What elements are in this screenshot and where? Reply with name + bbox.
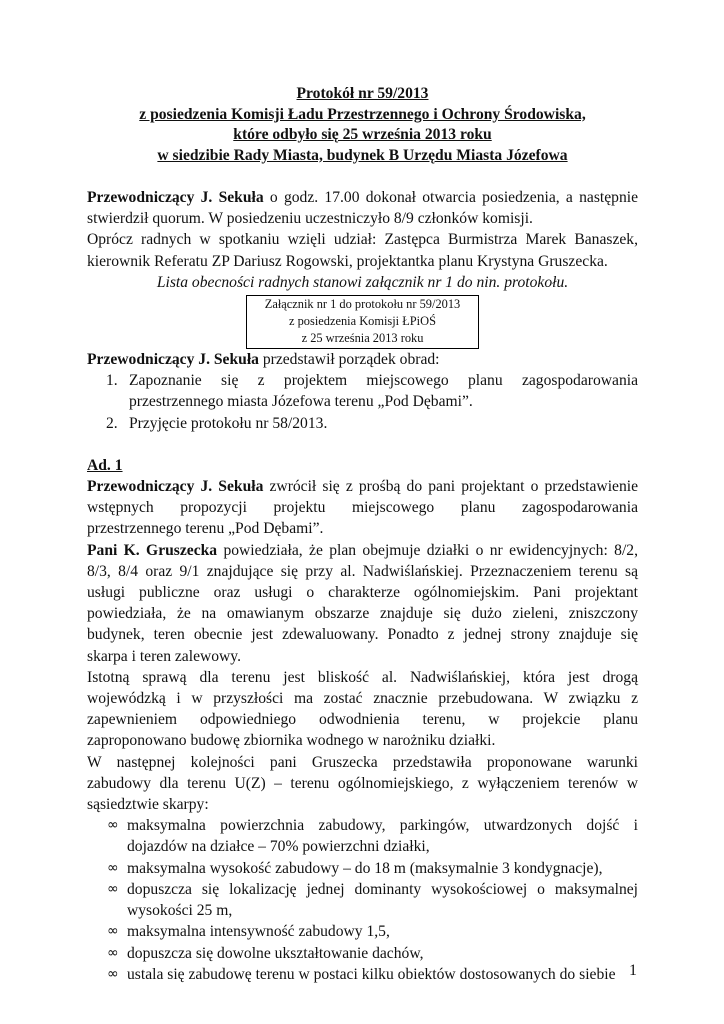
opening-paragraph: Przewodniczący J. Sekuła o godz. 17.00 dokonał otwarcia posiedzenia, a następnie stwierdził quorum. W posiedzeniu uczestniczyło 8/9 członków komisji. Oprócz radnych w spotkaniu wzięli udział: Zastępca Burmistrza Marek Banaszek, kierownik Referatu ZP Dariusz Rogowski, projektantka planu Krystyna Gruszecka. Lista obecności radnych stanowi załącznik nr 1 do nin. protokołu. (87, 187, 638, 293)
attendance-note: Lista obecności radnych stanowi załącznik nr 1 do nin. protokołu. (156, 273, 569, 291)
header-date: które odbyło się 25 września 2013 roku (233, 126, 492, 143)
infinity-bullet-icon: ∞ (107, 944, 119, 961)
list-item: ∞ dopuszcza się lokalizację jednej dominanty wysokościowej o maksymalnej wysokości 25 m, (107, 880, 638, 920)
agenda-section: Przewodniczący J. Sekuła przedstawił porządek obrad: 1. Zapoznanie się z projektem miejscowego planu zagospodarowania przestrzennego miasta Józefowa terenu „Pod Dębami”. 2. Przyjęcie protokołu nr 58/2013. (87, 349, 638, 434)
header-committee: z posiedzenia Komisji Ładu Przestrzennego i Ochrony Środowiska, (139, 105, 586, 123)
conditions-list (87, 815, 638, 985)
header-title: Protokół nr 59/2013 (296, 85, 429, 102)
infinity-bullet-icon: ∞ (107, 817, 119, 834)
speaker-name: Przewodniczący J. Sekuła (87, 478, 264, 496)
list-item: ∞ maksymalna powierzchnia zabudowy, parkingów, utwardzonych dojść i dojazdów na działce – 70% powierzchni działki, (107, 817, 638, 856)
attachment-box: Załącznik nr 1 do protokołu nr 59/2013 z posiedzenia Komisji ŁPiOŚ z 25 września 2013 roku (246, 295, 479, 349)
infinity-bullet-icon: ∞ (107, 859, 119, 876)
document-page (87, 84, 638, 985)
speaker-name: Przewodniczący J. Sekuła (87, 351, 259, 369)
page-number: 1 (629, 962, 637, 979)
list-item: 1. Zapoznanie się z projektem miejscowego planu zagospodarowania przestrzennego miasta Józefowa terenu „Pod Dębami”. (106, 372, 638, 411)
agenda-list (87, 370, 638, 434)
document-header (87, 84, 638, 166)
list-item: ∞ maksymalna intensywność zabudowy 1,5, (87, 921, 638, 942)
infinity-bullet-icon: ∞ (107, 880, 119, 897)
list-item: 2. Przyjęcie protokołu nr 58/2013. (106, 414, 328, 432)
section-heading: Ad. 1 (87, 456, 123, 474)
header-location: w siedzibie Rady Miasta, budynek B Urzędu Miasta Józefowa (157, 146, 568, 164)
list-item: ∞ ustala się zabudowę terenu w postaci kilku obiektów dostosowanych do siebie (87, 964, 638, 985)
infinity-bullet-icon: ∞ (107, 923, 119, 940)
speaker-name: Przewodniczący J. Sekuła (87, 189, 264, 206)
list-item: ∞ dopuszcza się dowolne ukształtowanie dachów, (87, 943, 638, 964)
ad1-section: Ad. 1 Przewodniczący J. Sekuła zwrócił się z prośbą do pani projektant o przedstawienie wstępnych propozycji projektu miejscowego planu zagospodarowania przestrzennego terenu „Pod Dębami”. Pani K. Gruszecka powiedziała, że plan obejmuje działki o nr ewidencyjnych: 8/2, 8/3, 8/4 oraz 9/1 znajdujące się przy al. Nadwiślańskiej. Przeznaczeniem terenu są usługi publiczne oraz usługi o charakterze ogólnomiejskim. Pani projektant powiedziała, że na omawianym obszarze znajduje się dużo zieleni, zniszczony budynek, teren obecnie jest zdewaluowany. Ponadto z jednej strony znajduje się skarpa i teren zalewowy. Istotną sprawą dla terenu jest bliskość al. Nadwiślańskiej, która jest drogą wojewódzką i w przyszłości ma zostać znacznie przebudowana. W związku z zapewnieniem odpowiedniego odwodnienia terenu, w projekcie planu zaproponowano budowę zbiornika wodnego w narożniku działki. W następnej kolejności pani Gruszecka przedstawiła proponowane warunki zabudowy dla terenu U(Z) – terenu ogólnomiejskiego, z wyłączeniem terenów w sąsiedztwie skarpy: ∞ maksymalna powierzchnia zabudowy, parkingów, utwardzonych dojść i dojazdów na działce – 70% powierzchni działki, ∞ maksymalna wysokość zabudowy – do 18 m (maksymalnie 3 kondygnacje), ∞ dopuszcza się lokalizację jednej dominanty wysokościowej o maksymalnej wysokości 25 m, ∞ maksymalna intensywność zabudowy 1,5, ∞ dopuszcza się dowolne ukształtowanie dachów, ∞ ustala się zabudowę terenu w postaci kilku obiektów dostosowanych do siebie (87, 455, 638, 985)
list-item: ∞ maksymalna wysokość zabudowy – do 18 m (maksymalnie 3 kondygnacje), (87, 858, 638, 879)
infinity-bullet-icon: ∞ (107, 965, 119, 982)
speaker-name: Pani K. Gruszecka (87, 541, 218, 559)
